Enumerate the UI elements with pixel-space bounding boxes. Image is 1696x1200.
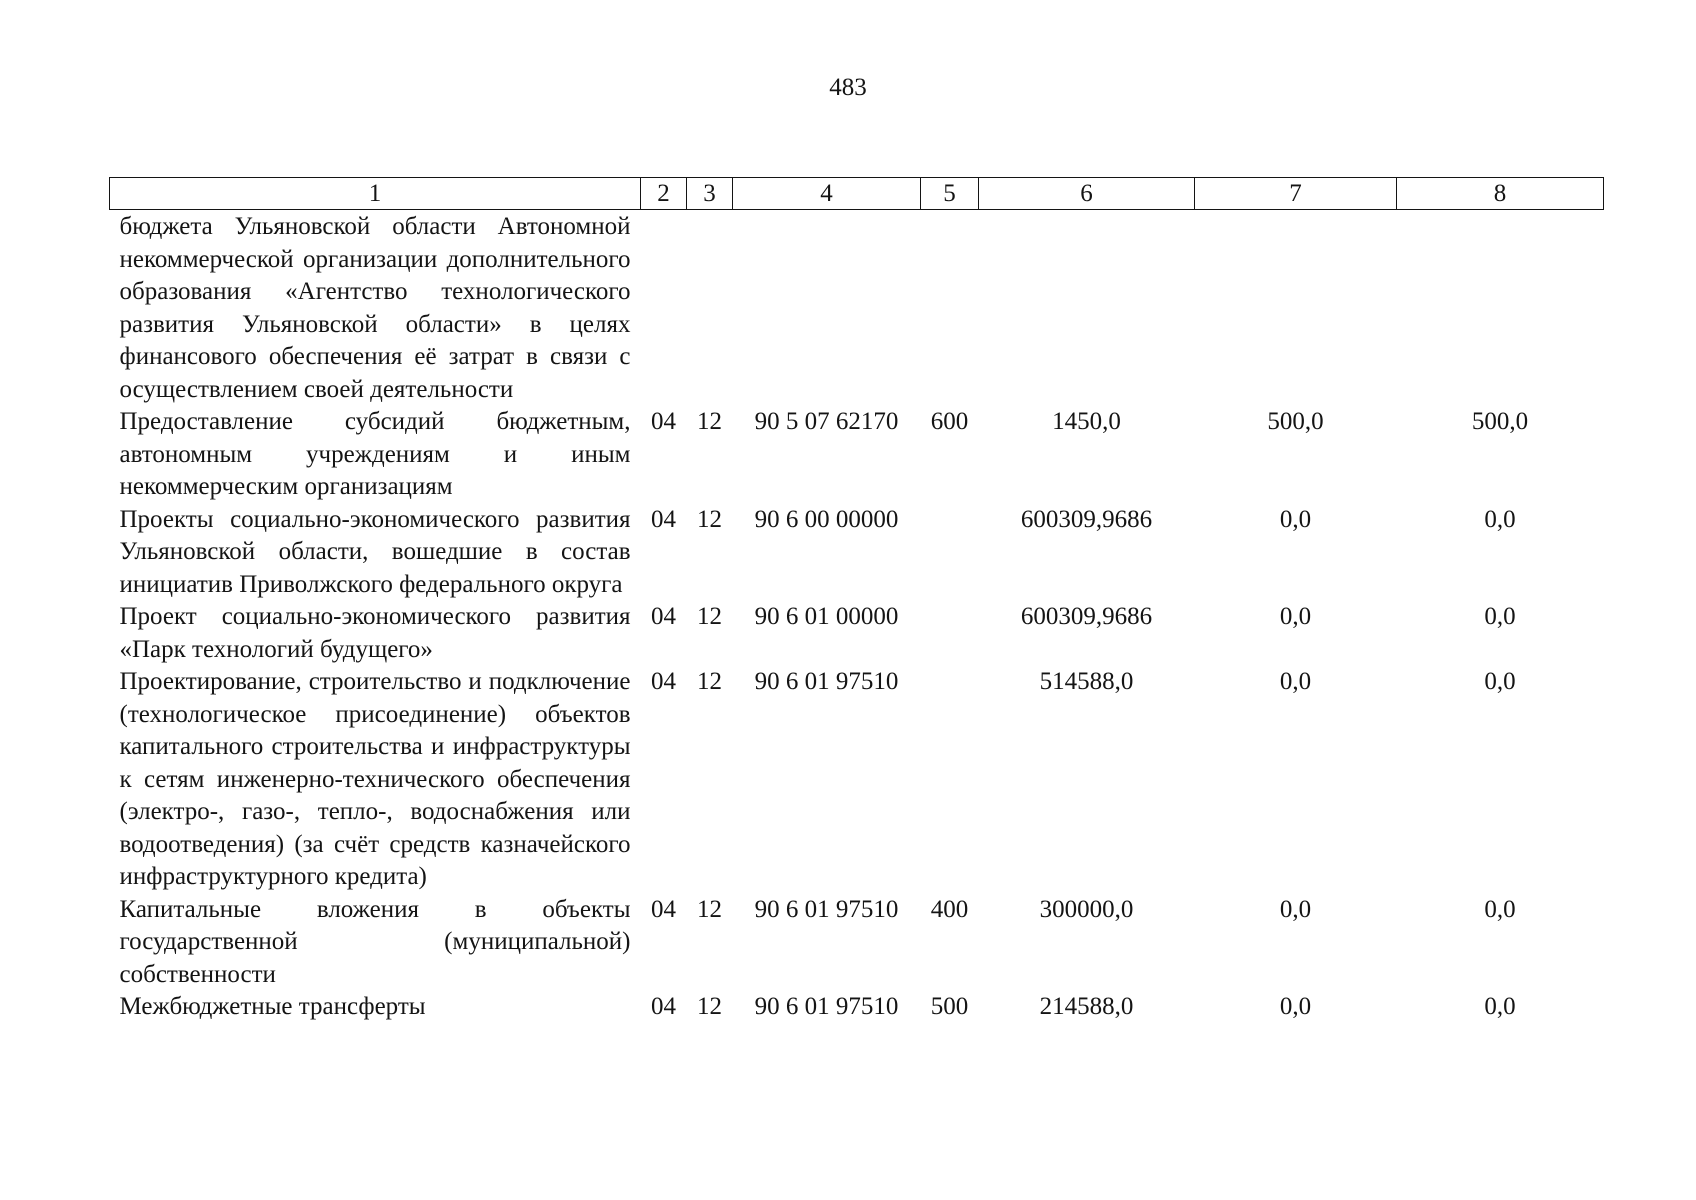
row-section: 04 [651,668,676,695]
row-subsection: 12 [697,408,722,435]
row-expense-type: 400 [930,895,969,923]
row-amount-col8: 0,0 [1484,668,1516,695]
row-subsection: 12 [697,895,722,923]
row-section: 04 [651,993,676,1020]
row-name: Проектирование, строительство и подключение (технологическое присоединение) объектов капитального строительства и инфраструктуры к сетям инженерно-технического обеспечения (электро-, газо-, тепло-, водоснабжения или водоотведения) (за счёт средств казначейского инфраструктурного кредита) [119,668,631,890]
page-number: 483 [829,74,867,101]
table-row [110,406,1604,504]
row-amount-col8: 500,0 [1471,408,1529,435]
table-row [110,666,1604,894]
row-subsection: 12 [697,668,722,695]
row-amount-col7: 0,0 [1279,895,1312,923]
row-amount-col6 [979,210,1195,407]
row-target-code: 90 6 00 00000 [754,505,899,533]
row-section: 04 [651,895,676,923]
header-row [110,178,1604,210]
row-amount-col7: 500,0 [1267,408,1324,435]
row-amount-col6: 514588,0 [1039,668,1134,695]
row-expense-type: 500 [930,993,969,1020]
row-amount-col7: 0,0 [1279,668,1312,695]
row-subsection: 12 [697,993,722,1020]
row-subsection: 12 [697,505,722,533]
table-row [110,991,1604,1024]
column-header-3: 3 [687,178,733,210]
row-target-code: 90 6 01 97510 [754,993,899,1020]
row-amount-col8: 0,0 [1484,993,1516,1020]
row-name: Предоставление субсидий бюджетным, автономным учреждениям и иным некоммерческим организациям [119,408,631,500]
row-name: Межбюджетные трансферты [119,993,426,1020]
table-row [110,504,1604,602]
row-name: бюджета Ульяновской области Автономной некоммерческой организации дополнительного образования «Агентство технологического развития Ульяновской области» в целях финансового обеспечения её затрат в связи с осуществлением своей деятельности [119,213,631,403]
row-target-code [733,210,921,407]
row-amount-col7: 0,0 [1279,993,1312,1020]
row-section: 04 [651,603,676,630]
row-amount-col6: 1450,0 [1052,408,1121,435]
row-section: 04 [651,408,676,435]
row-amount-col6: 300000,0 [1039,895,1134,923]
column-header-8: 8 [1397,178,1604,210]
column-header-7: 7 [1195,178,1397,210]
row-amount-col6: 600309,9686 [1020,603,1153,630]
row-amount-col6: 600309,9686 [1020,505,1153,533]
column-header-6: 6 [979,178,1195,210]
row-target-code: 90 6 01 97510 [754,668,899,695]
table-row [110,894,1604,992]
table-row [110,601,1604,666]
row-target-code: 90 6 01 97510 [754,895,899,923]
row-expense-type [921,666,979,894]
row-amount-col7: 0,0 [1279,505,1312,533]
row-name: Проект социально-экономического развития «Парк технологий будущего» [119,603,631,663]
row-amount-col7 [1195,210,1397,407]
row-expense-type [921,504,979,602]
row-section: 04 [651,505,676,533]
row-amount-col8: 0,0 [1484,895,1516,923]
row-target-code: 90 6 01 00000 [754,603,899,630]
row-subsection: 12 [697,603,722,630]
column-header-4: 4 [733,178,921,210]
row-amount-col7: 0,0 [1279,603,1312,630]
row-amount-col8 [1397,210,1604,407]
column-header-2: 2 [641,178,687,210]
row-section [641,210,687,407]
row-amount-col8: 0,0 [1484,505,1516,533]
budget-table [109,177,1604,1024]
row-target-code: 90 5 07 62170 [754,408,899,435]
row-name: Проекты социально-экономического развития Ульяновской области, вошедшие в состав инициатив Приволжского федерального округа [119,505,631,598]
table-row [110,210,1604,407]
row-expense-type [921,601,979,666]
row-expense-type [921,210,979,407]
column-header-1: 1 [110,178,641,210]
column-header-5: 5 [921,178,979,210]
row-subsection [687,210,733,407]
row-amount-col6: 214588,0 [1039,993,1134,1020]
row-amount-col8: 0,0 [1484,603,1516,630]
row-expense-type: 600 [930,408,969,435]
row-name: Капитальные вложения в объекты государственной (муниципальной) собственности [119,895,631,988]
